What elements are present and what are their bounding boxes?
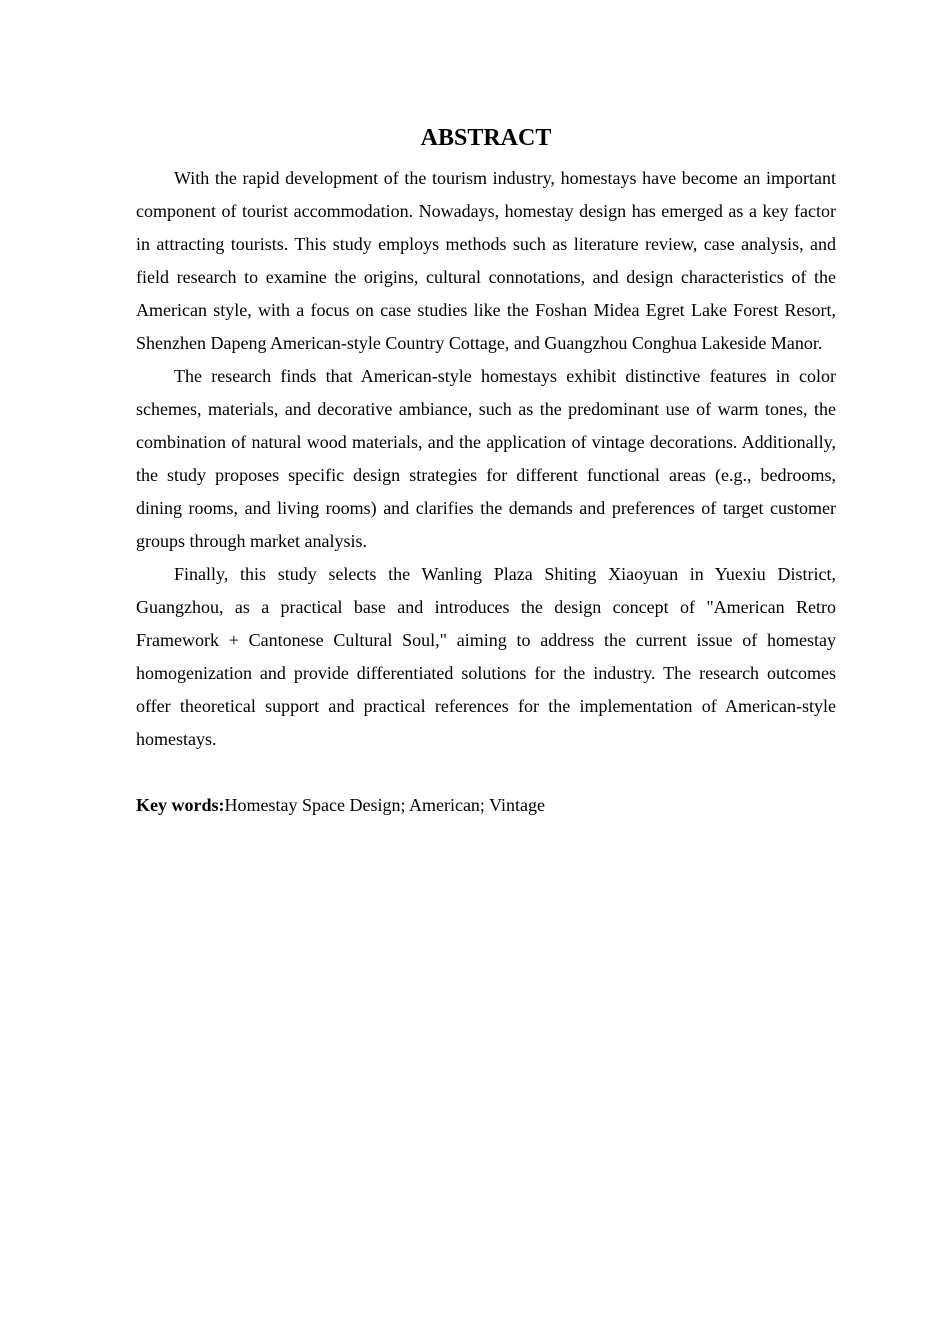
keywords-value: Homestay Space Design; American; Vintage: [224, 795, 546, 815]
abstract-paragraph-2: The research finds that American-style homestays exhibit distinctive features in color schemes, materials, and decorative ambiance, such as the predominant use of warm tones, the combination of natural wood materials, and the application of vintage decorations. Additionally, the study proposes specific design strategies for different functional areas (e.g., bedrooms, dining rooms, and living rooms) and clarifies the demands and preferences of target customer groups through market analysis.: [136, 366, 836, 551]
abstract-paragraph-3: Finally, this study selects the Wanling Plaza Shiting Xiaoyuan in Yuexiu District, Guangzhou, as a practical base and introduces the design concept of "American Retro Framework + Cantonese Cultural Soul," aiming to address the current issue of homestay homogenization and provide differentiated solutions for the industry. The research outcomes offer theoretical support and practical references for the implementation of American-style homestays.: [136, 564, 836, 749]
abstract-title: ABSTRACT: [420, 125, 552, 151]
keywords-label: Key words:: [136, 795, 225, 815]
abstract-page: [136, 118, 836, 822]
keywords-line: [136, 789, 836, 822]
abstract-paragraph-1: With the rapid development of the tourism industry, homestays have become an important component of tourist accommodation. Nowadays, homestay design has emerged as a key factor in attracting tourists. This study employs methods such as literature review, case analysis, and field research to examine the origins, cultural connotations, and design characteristics of the American style, with a focus on case studies like the Foshan Midea Egret Lake Forest Resort, Shenzhen Dapeng American-style Country Cottage, and Guangzhou Conghua Lakeside Manor.: [136, 168, 836, 353]
